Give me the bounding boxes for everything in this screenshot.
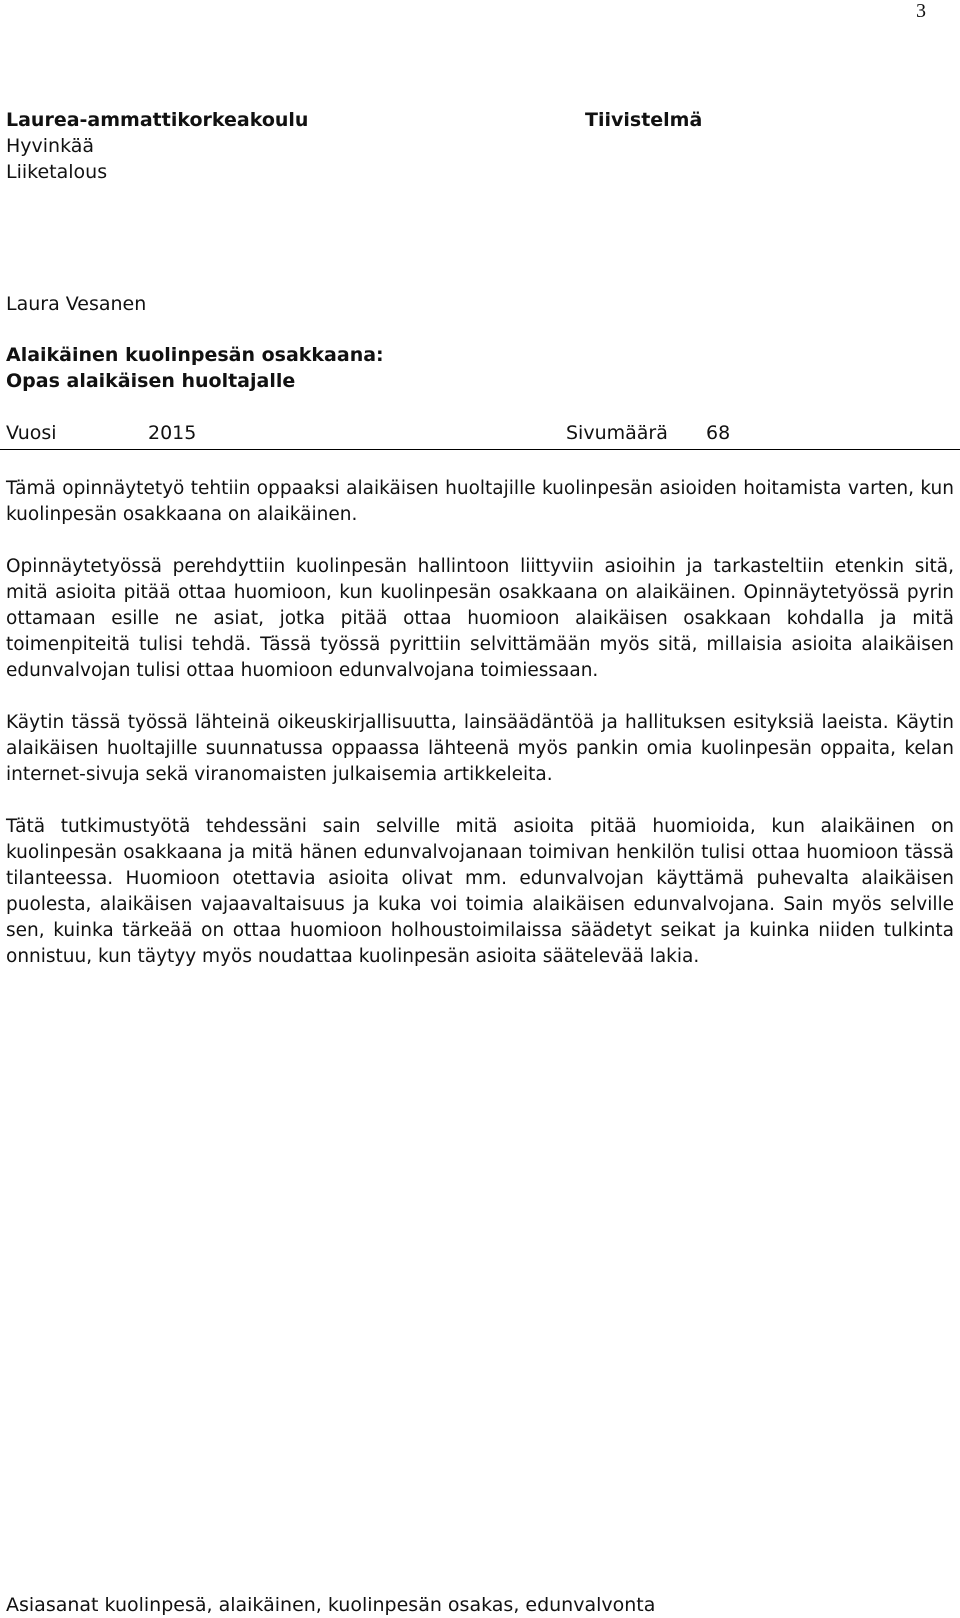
year-value: 2015 <box>148 422 197 444</box>
abstract-paragraph-1: Tämä opinnäytetyö tehtiin oppaaksi alaikäisen huoltajille kuolinpesän asioiden hoitamista varten, kun kuolinpesän osakkaana on alaikäinen. <box>6 478 954 525</box>
document-type: Tiivistelmä <box>585 109 703 131</box>
page-number: 3 <box>916 0 926 22</box>
abstract-paragraph-2: Opinnäytetyössä perehdyttiin kuolinpesän hallintoon liittyviin asioihin ja tarkasteltiin etenkin sitä, mitä asioita pitää ottaa huomioon, kun kuolinpesän osakkaana on alaikäinen. Opinnäytetyössä pyrin ottamaan esille ne asiat, jotka pitää ottaa huomioon alaikäisen osakkaan kohdalla ja mitä toimenpiteitä tulisi tehdä. Tässä työssä pyrittiin selvittämään myös sitä, millaisia asioita alaikäisen edunvalvojan tulisi ottaa huomioon edunvalvojana toimiessaan. <box>6 556 954 681</box>
thesis-title-line-1: Alaikäinen kuolinpesän osakkaana: <box>6 344 384 366</box>
page-count-label: Sivumäärä <box>566 422 668 444</box>
campus-name: Hyvinkää <box>6 135 95 157</box>
institution-block <box>6 107 308 185</box>
year-label: Vuosi <box>6 422 57 444</box>
thesis-title-line-2: Opas alaikäisen huoltajalle <box>6 370 296 392</box>
abstract-body <box>6 476 954 970</box>
program-name: Liiketalous <box>6 161 108 183</box>
keywords: Asiasanat kuolinpesä, alaikäinen, kuolinpesän osakas, edunvalvonta <box>6 1594 656 1616</box>
page-count-value: 68 <box>706 422 731 444</box>
author-name: Laura Vesanen <box>6 293 147 315</box>
abstract-paragraph-4: Tätä tutkimustyötä tehdessäni sain selville mitä asioita pitää huomioida, kun alaikäinen on kuolinpesän osakkaana ja mitä hänen edunvalvojanaan toimivan henkilön tulisi ottaa huomioon tässä tilanteessa. Huomioon otettavia asioita olivat mm. edunvalvojan käyttämä puhevalta alaikäisen puolesta, alaikäisen vajaavaltaisuus ja kuka voi toimia alaikäisen edunvalvojana. Sain myös selville sen, kuinka tärkeää on ottaa huomioon holhoustoimilaissa säädetyt seikat ja kuinka niiden tulkinta onnistuu, kun täytyy myös noudattaa kuolinpesän asioita säätelevää lakia. <box>6 816 954 967</box>
metadata-row <box>6 420 958 446</box>
abstract-paragraph-3: Käytin tässä työssä lähteinä oikeuskirjallisuutta, lainsäädäntöä ja hallituksen esityksiä laeista. Käytin alaikäisen huoltajille suunnatussa oppaassa lähteenä myös pankin omia kuolinpesän oppaita, kelan internet-sivuja sekä viranomaisten julkaisemia artikkeleita. <box>6 712 954 785</box>
thesis-title <box>6 342 384 394</box>
divider <box>0 449 960 450</box>
school-name: Laurea-ammattikorkeakoulu <box>6 109 309 131</box>
